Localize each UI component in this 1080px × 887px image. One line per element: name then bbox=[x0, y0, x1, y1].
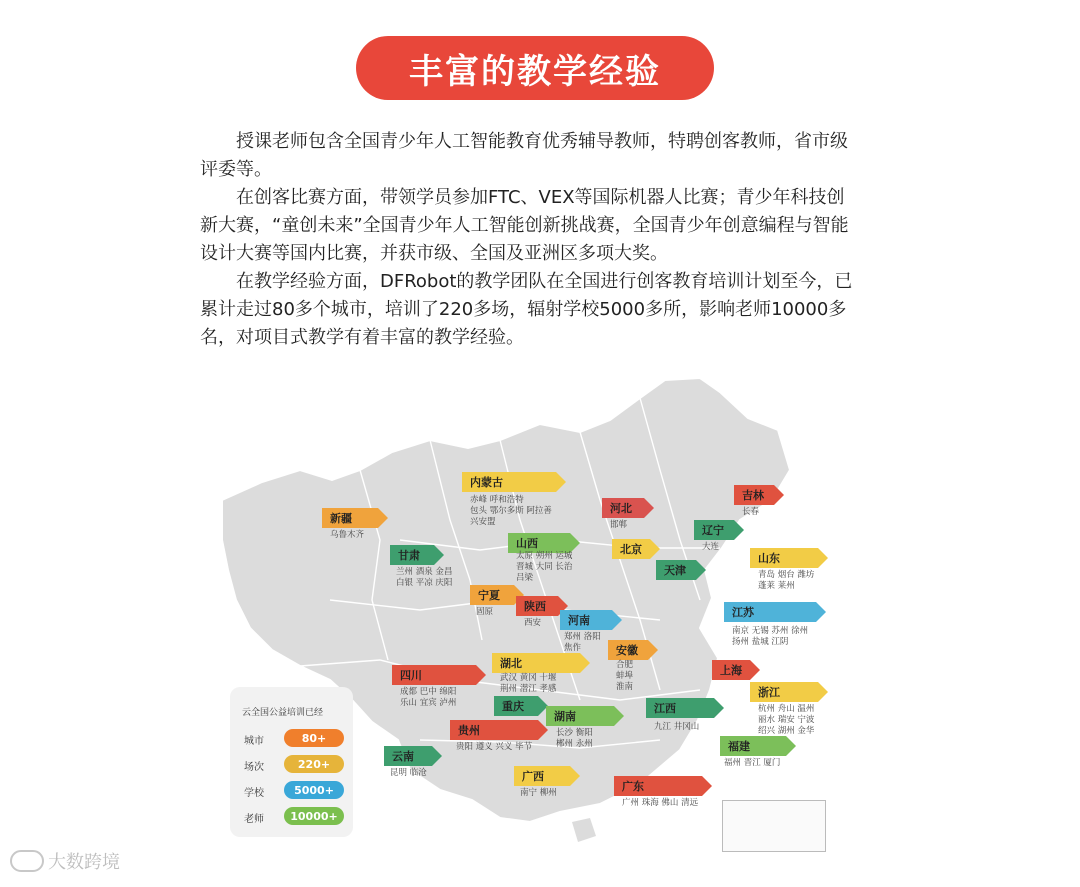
cities-neimenggu: 赤峰 呼和浩特 包头 鄂尔多斯 阿拉善 兴安盟 bbox=[470, 495, 552, 527]
tag-xinjiang: 新疆 bbox=[322, 508, 378, 528]
tag-anhui: 安徽 bbox=[608, 640, 648, 660]
map-island bbox=[572, 818, 596, 842]
brand-logo-icon bbox=[10, 850, 44, 872]
cities-shanxi: 太原 朔州 运城 晋城 大同 长治 吕梁 bbox=[516, 551, 573, 583]
tag-shanxi: 山西 bbox=[508, 533, 570, 553]
cities-guangxi: 南宁 柳州 bbox=[520, 788, 557, 798]
cities-zhejiang: 杭州 舟山 温州 丽水 瑞安 宁波 绍兴 湖州 金华 bbox=[758, 704, 815, 736]
tag-liaoning: 辽宁 bbox=[694, 520, 734, 540]
cities-anhui: 合肥 蚌埠 淮南 bbox=[616, 660, 634, 692]
legend-row-teachers bbox=[244, 807, 354, 827]
cities-liaoning: 大连 bbox=[702, 542, 720, 552]
cities-ningxia: 固原 bbox=[476, 607, 494, 617]
tag-ningxia: 宁夏 bbox=[470, 585, 514, 605]
tag-zhejiang: 浙江 bbox=[750, 682, 818, 702]
tag-hubei: 湖北 bbox=[492, 653, 580, 673]
legend-value-badge: 10000+ bbox=[284, 807, 344, 825]
paragraph-experience: 在教学经验方面，DFRobot的教学团队在全国进行创客教育培训计划至今，已累计走过80多个城市，培训了220多场，辐射学校5000多所，影响老师10000多名，对项目式教学有着丰富的教学经验。 bbox=[200, 271, 853, 348]
legend-row-sessions bbox=[244, 755, 354, 775]
cities-hebei: 邯郸 bbox=[610, 520, 628, 530]
tag-hebei: 河北 bbox=[602, 498, 644, 518]
cities-guangdong: 广州 珠海 佛山 清远 bbox=[622, 798, 699, 808]
tag-shanghai: 上海 bbox=[712, 660, 750, 680]
tag-sichuan: 四川 bbox=[392, 665, 476, 685]
legend-label: 老师 bbox=[244, 814, 264, 825]
cities-guizhou: 贵阳 遵义 兴义 毕节 bbox=[456, 742, 533, 752]
paragraph-teachers: 授课老师包含全国青少年人工智能教育优秀辅导教师，特聘创客教师，省市级评委等。 bbox=[200, 131, 848, 180]
tag-henan: 河南 bbox=[560, 610, 612, 630]
cities-jilin: 长春 bbox=[742, 507, 760, 517]
training-legend bbox=[230, 687, 353, 837]
legend-value-badge: 80+ bbox=[284, 729, 344, 747]
tag-shandong: 山东 bbox=[750, 548, 818, 568]
tag-guizhou: 贵州 bbox=[450, 720, 538, 740]
paragraph-competitions: 在创客比赛方面，带领学员参加FTC、VEX等国际机器人比赛；青少年科技创新大赛，“童创未来”全国青少年人工智能创新挑战赛，全国青少年创意编程与智能设计大赛等国内比赛，并获市级、全国及亚洲区多项大奖。 bbox=[200, 187, 849, 264]
cities-jiangxi: 九江 井冈山 bbox=[654, 722, 700, 732]
page-title: 丰富的教学经验 bbox=[356, 36, 714, 100]
legend-value-badge: 220+ bbox=[284, 755, 344, 773]
cities-shaanxi: 西安 bbox=[524, 618, 542, 628]
tag-jilin: 吉林 bbox=[734, 485, 774, 505]
cities-xinjiang: 乌鲁木齐 bbox=[330, 530, 365, 540]
tag-fujian: 福建 bbox=[720, 736, 786, 756]
cities-jiangsu: 南京 无锡 苏州 徐州 扬州 盐城 江阴 bbox=[732, 626, 809, 647]
cities-sichuan: 成都 巴中 绵阳 乐山 宜宾 泸州 bbox=[400, 687, 457, 708]
cities-henan: 郑州 洛阳 焦作 bbox=[564, 632, 601, 653]
legend-row-cities bbox=[244, 729, 354, 749]
tag-yunnan: 云南 bbox=[384, 746, 432, 766]
legend-row-schools bbox=[244, 781, 354, 801]
legend-label: 场次 bbox=[244, 762, 264, 773]
watermark-text: 大数跨境 bbox=[48, 852, 120, 873]
watermark bbox=[10, 848, 120, 874]
legend-title: 云全国公益培训已经 bbox=[242, 708, 324, 718]
legend-value-badge: 5000+ bbox=[284, 781, 344, 799]
legend-label: 城市 bbox=[244, 736, 264, 747]
cities-hunan: 长沙 衡阳 郴州 永州 bbox=[556, 728, 593, 749]
tag-beijing: 北京 bbox=[612, 539, 650, 559]
cities-gansu: 兰州 酒泉 金昌 白银 平凉 庆阳 bbox=[396, 567, 453, 588]
legend-label: 学校 bbox=[244, 788, 264, 799]
south-china-sea-inset bbox=[722, 800, 826, 852]
tag-shaanxi: 陕西 bbox=[516, 596, 558, 616]
tag-guangdong: 广东 bbox=[614, 776, 702, 796]
cities-yunnan: 昆明 临沧 bbox=[390, 768, 427, 778]
cities-hubei: 武汉 黄冈 十堰 荆州 潜江 孝感 bbox=[500, 673, 557, 694]
tag-guangxi: 广西 bbox=[514, 766, 570, 786]
tag-gansu: 甘肃 bbox=[390, 545, 434, 565]
tag-tianjin: 天津 bbox=[656, 560, 696, 580]
tag-hunan: 湖南 bbox=[546, 706, 614, 726]
cities-fujian: 福州 晋江 厦门 bbox=[724, 758, 781, 768]
tag-jiangxi: 江西 bbox=[646, 698, 714, 718]
tag-chongqing: 重庆 bbox=[494, 696, 538, 716]
intro-text bbox=[200, 128, 860, 352]
tag-neimenggu: 内蒙古 bbox=[462, 472, 556, 492]
cities-shandong: 青岛 烟台 潍坊 蓬莱 莱州 bbox=[758, 570, 815, 591]
tag-jiangsu: 江苏 bbox=[724, 602, 816, 622]
